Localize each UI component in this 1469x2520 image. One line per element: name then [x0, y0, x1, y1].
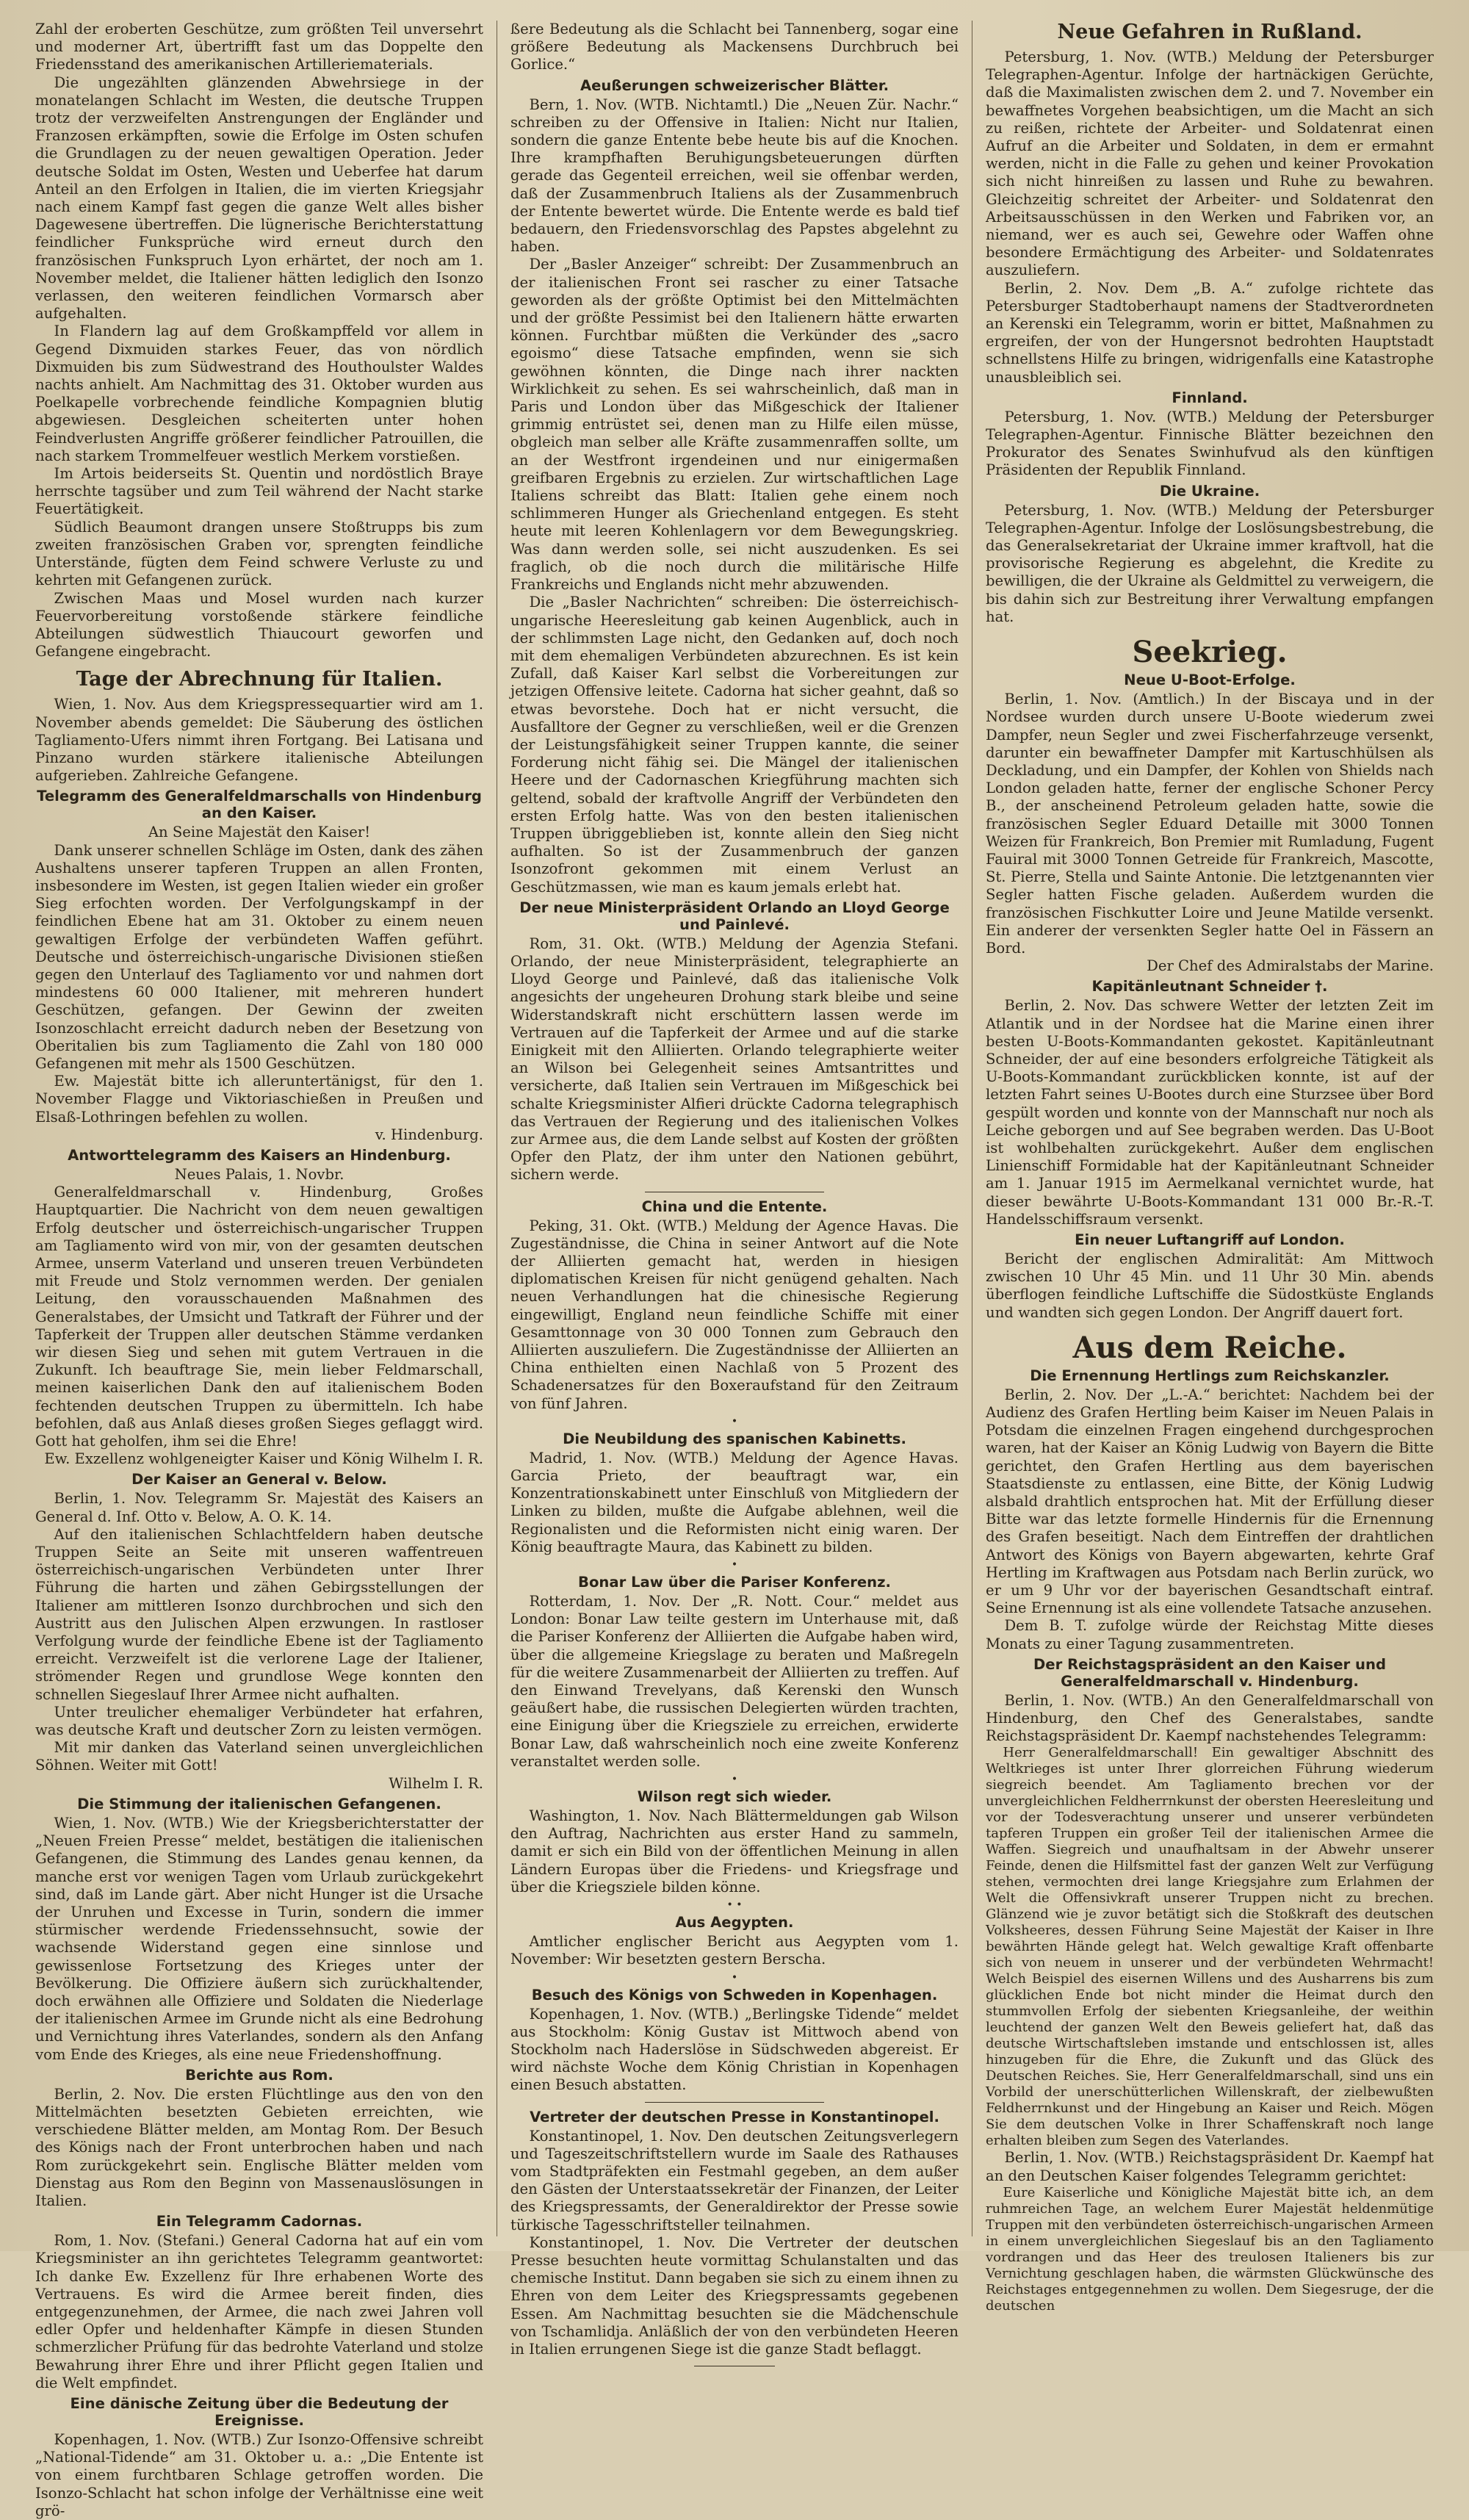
article-paragraph: Madrid, 1. Nov. (WTB.) Meldung der Agence Havas. Garcia Prieto, der beauftragt war, ein Konzentrationskabinett unter Einschluß von Mitgliedern der Linken zu bilden, mußte die Aufgabe ablehnen, weil die Regionalisten und die Reformisten nicht einig waren. Der König beauftragte Maura, das Kabinett zu bilden. — [510, 1449, 959, 1555]
article-paragraph: Wien, 1. Nov. (WTB.) Wie der Kriegsberichterstatter der „Neuen Freien Presse“ meldet, bestätigen die italienischen Gefangenen, die Stimmung des Landes genau kennen, da manche erst vor wenigen Tagen vom Urlaub zurückgekehrt sind, daß im Lande gärt. Aber nicht Hunger ist die Ursache der Unruhen und Excesse in Turin, sondern die immer stürmischer werdende Friedenssehnsucht, sowie der wachsende Widerstand gegen eine sinnlose und gewissenlose Fortsetzung des Krieges unter der Bevölkerung. Die Offiziere äußern sich zurückhaltender, doch erwähnen alle Offiziere und Soldaten die Niederlage der italienischen Armee im Grunde nicht als eine Bedrohung und Vernichtung ihres Vaterlandes, sondern als den Anfang vom Ende des Krieges, als eine neue Friedenshoffnung. — [35, 1814, 483, 2063]
signature: v. Hindenburg. — [375, 1126, 483, 1143]
headline-aus-dem-reiche: Aus dem Reiche. — [1072, 1330, 1347, 1365]
headline-seekrieg: Seekrieg. — [1132, 635, 1288, 670]
subheadline-orlando: Der neue Ministerpräsident Orlando an Lloyd George und Painlevé. — [519, 899, 950, 933]
article-paragraph: Kopenhagen, 1. Nov. (WTB.) Zur Isonzo-Offensive schreibt „National-Tidende“ am 31. Oktober u. a.: „Die Entente ist von einem furchtbaren Schlage getroffen worden. Die Isonzo-Schlacht hat schon infolge der Verhältnisse eine weit grö- — [35, 2430, 483, 2519]
article-paragraph: Auf den italienischen Schlachtfeldern haben deutsche Truppen Seite an Seite mit unseren waffentreuen österreichisch-ungarischen Verbündeten unter Ihrer Führung die harten und zähen Gebirgsstellungen der Italiener am mittleren Isonzo durchbrochen und sich den Austritt aus den Julischen Alpen erzwungen. In rastloser Verfolgung wurde der feindliche Ebene ist der Tagliamento erreicht. Verzweifelt ist die verlorene Lage der Italiener, strömender Regen und grundlose Wege konnten den schnellen Siegeslauf Ihrer Armee nicht aufhalten. — [35, 1525, 483, 1703]
article-paragraph: Dem B. T. zufolge würde der Reichstag Mitte dieses Monats zu einer Tagung zusammentreten. — [986, 1617, 1434, 1652]
article-paragraph: Rom, 1. Nov. (Stefani.) General Cadorna hat auf ein vom Kriegsminister an ihn gerichtetes Telegramm geantwortet: Ich danke Ew. Exzellenz für Ihre erhabenen Worte des Vertrauens. Es wird die Armee bereit finden, dies entgegenzunehmen, der Armee, die nach zwei Jahren voll edler Opfer und heldenhafter Kämpfe in diesen Stunden schmerzlicher Prüfung für das bedrohte Vaterland und stolze Bewahrung ihrer Ehre und ihrer Pflicht gegen Italien und die Welt empfindet. — [35, 2232, 483, 2391]
section-divider — [645, 2102, 824, 2103]
article-paragraph: Berlin, 1. Nov. (WTB.) An den Generalfeldmarschall von Hindenburg, den Chef des Generalstabes, sandte Reichstagspräsident Dr. Kaempf nachstehendes Telegramm: — [986, 1691, 1434, 1745]
subheadline-berichte-rom: Berichte aus Rom. — [185, 2066, 333, 2084]
article-paragraph: Amtlicher englischer Bericht aus Aegypten vom 1. November: Wir besetzten gestern Berscha. — [510, 1933, 959, 1968]
headline-tage-der-abrechnung: Tage der Abrechnung für Italien. — [76, 668, 443, 691]
subheadline-finnland: Finnland. — [1172, 389, 1248, 406]
article-paragraph: Petersburg, 1. Nov. (WTB.) Meldung der Petersburger Telegraphen-Agentur. Infolge der hartnäckigen Gerüchte, daß die Maximalisten zwischen dem 2. und 7. November ein bewaffnetes Vorgehen beabsichtigen, um die Macht an sich zu reißen, richtete der Arbeiter- und Soldatenrat einen Aufruf an die Arbeiter und Soldaten, in dem er ermahnt werden, nicht in die Falle zu gehen und keiner Provokation sich nicht hinreißen zu lassen und Ruhe zu bewahren. Gleichzeitig schreitet der Arbeiter- und Soldatenrat den Arbeitsausschüssen in den Werken und Fabriken vor, an niemand, wer es auch sei, Gewehre oder Waffen ohne besondere Ermächtigung des Arbeiter- und Soldatenrates auszuliefern. — [986, 48, 1434, 279]
separator-mark: • — [731, 1971, 738, 1984]
article-paragraph: Berlin, 1. Nov. (WTB.) Reichstagspräsident Dr. Kaempf hat an den Deutschen Kaiser folgendes Telegramm gerichtet: — [986, 2149, 1434, 2184]
subheadline-daenische-zeitung: Eine dänische Zeitung über die Bedeutung der Ereignisse. — [70, 2394, 449, 2429]
article-paragraph: Berlin, 2. Nov. Das schwere Wetter der letzten Zeit im Atlantik und in der Nordsee hat die Marine einen ihrer besten U-Boots-Kommandanten gekostet. Kapitänleutnant Schneider, der auf eine besonders erfolgreiche Tätigkeit als U-Boots-Kommandant zurückblicken konnte, ist auf der letzten Fahrt seines U-Bootes durch eine Sturzsee über Bord gespült worden und konnte von der Mannschaft nur noch als Leiche geborgen und auf See begraben werden. Das U-Boot ist wohlbehalten zurückgekehrt. Außer dem englischen Linienschiff Formidable hat der Kapitänleutnant Schneider am 1. Januar 1915 im Aermelkanal vernichtet wurde, hat dieser bewährte U-Boots-Kommandant 131 000 Br.-R.-T. Handelsschiffsraum versenkt. — [986, 997, 1434, 1228]
article-paragraph: Südlich Beaumont drangen unsere Stoßtrupps bis zum zweiten französischen Graben vor, sprengten feindliche Unterstände, fügten dem Feind schwere Verluste zu und kehrten mit Gefangenen zurück. — [35, 518, 483, 589]
subheadline-stimmung: Die Stimmung der italienischen Gefangenen. — [77, 1795, 441, 1812]
subheadline-kaiser-below: Der Kaiser an General v. Below. — [131, 1471, 387, 1488]
subheadline-uboot-erfolge: Neue U-Boot-Erfolge. — [1124, 672, 1296, 689]
article-paragraph: In Flandern lag auf dem Großkampffeld vor allem in Gegend Dixmuiden starkes Feuer, das von nördlich Dixmuiden bis zum Südwestrand des Houthoulster Waldes nachts anhielt. Am Nachmittag des 31. Oktober wurden aus Poelkapelle vorbrechende feindliche Kompagnien blutig abgewiesen. Desgleichen scheiterten unter hohen Feindverlusten Angriffe größerer feindlicher Patrouillen, die nach starkem Trommelfeuer westlich Merkem vorstießen. — [35, 323, 483, 464]
article-paragraph: Die ungezählten glänzenden Abwehrsiege in der monatelangen Schlacht im Westen, die deutsche Truppen trotz der verzweifelten Anstrengungen der Engländer und Franzosen erkämpften, sowie die Erfolge im Osten schufen die Grundlagen zu der neuen gewaltigen Operation. Jeder deutsche Soldat im Osten, Westen und Ueberfee hat darum Anteil an den Erfolgen in Italien, die im vierten Kriegsjahr nach einem Kampf fast gegen die ganze Welt alles bisher Dagewesene übertreffen. Die lügnerische Berichterstattung feindlicher Funksprüche wird erneut durch den französischen Funkspruch Lyon erhärtet, der noch am 1. November meldet, die Italiener hätten lediglich den Isonzo verlassen, den weiteren feindlichen Vormarsch aber aufgehalten. — [35, 73, 483, 323]
telegram-text: Herr Generalfeldmarschall! Ein gewaltiger Abschnitt des Weltkrieges ist unter Ihrer glorreichen Führung wiederum siegreich beendet. Am Tagliamento brechen vor der unvergleichlichen Feldherrnkunst der obersten Heeresleitung und vor der Todesverachtung unserer und unserer verbündeten tapferen Truppen ein großer Teil der italienischen Armee die Waffen. Siegreich und unaufhaltsam in der Abwehr unserer Feinde, denen die Hilfsmittel fast der ganzen Welt zur Verfügung stehen, vermochten drei lange Kriegsjahre zum Erlahmen der Welt die Offensivkraft unserer Truppen nicht zu brechen. Glänzend wie je zuvor betätigt sich die Stoßkraft des deutschen Volksheeres, dessen Führung Seine Majestät der Kaiser in Ihre bewährten Hände gelegt hat. Welch gewaltige Kraft offenbarte sich von neuem in unserer und der verbündeten Wehrmacht! Welch Beispiel des eisernen Willens und des Ausharrens bis zum glücklichen Ende bot nicht minder die Heimat durch den stummvollen Erfolg der siebenten Kriegsanleihe, der weithin leuchtend der ganzen Welt den Beweis geliefert hat, daß das deutsche Wirtschaftsleben imstande und entschlossen ist, alles hinzugeben für die Ehre, die Zukunft und das Glück des Deutschen Reiches. Sie, Herr Generalfeldmarschall, sind uns ein Vorbild der unerschütterlichen Willenskraft, der zielbewußten Feldherrnkunst und der Hingebung an Kaiser und Reich. Mögen Sie dem deutschen Volke in Ihrer Schaffenskraft noch lange erhalten bleiben zum Segen des Vaterlandes. — [986, 1745, 1434, 2149]
article-paragraph: Zahl der eroberten Geschütze, zum größten Teil unversehrt und moderner Art, übertrifft fast um das Doppelte den Friedensstand des amerikanischen Artilleriematerials. — [35, 21, 483, 73]
article-paragraph: Dank unserer schnellen Schläge im Osten, dank des zähen Aushaltens unserer tapferen Truppen an allen Fronten, insbesondere im Westen, ist gegen Italien wieder ein großer Sieg erfochten worden. Der Verfolgungskampf in der feindlichen Ebene hat am 31. Oktober zu einem neuen gewaltigen Erfolge der verbündeten Waffen geführt. Deutsche und österreichisch-ungarische Divisionen stießen gegen den Unterlauf des Tagliamento vor und nahmen dort mindestens 60 000 Italiener, mit mehreren hundert Geschützen, gefangen. Der Gewinn der zweiten Isonzoschlacht erreicht dadurch neben der Besetzung von Oberitalien bis zum Tagliamento die Zahl von 180 000 Gefangenen mit mehr als 1500 Geschützen. — [35, 841, 483, 1072]
article-paragraph: Konstantinopel, 1. Nov. Die Vertreter der deutschen Presse besuchten heute vormittag Schulanstalten und das chemische Institut. Dann begaben sie sich zu einem ihnen zu Ehren von dem Leiter des Kriegspressamts gegebenen Essen. Am Nachmittag besuchten sie die Mädchenschule von Tschamlidja. Anläßlich der von den verbündeten Heeren in Italien errungenen Siege ist die ganze Stadt beflaggt. — [510, 2233, 959, 2358]
article-paragraph: Mit mir danken das Vaterland seinen unvergleichlichen Söhnen. Weiter mit Gott! — [35, 1739, 483, 1774]
subheadline-cadorna: Ein Telegramm Cadornas. — [156, 2213, 363, 2231]
subheadline-schneider: Kapitänleutnant Schneider †. — [1091, 978, 1328, 996]
salutation: An Seine Majestät den Kaiser! — [148, 824, 371, 841]
subheadline-hertling: Die Ernennung Hertlings zum Reichskanzler. — [1030, 1367, 1390, 1384]
column-right — [972, 21, 1447, 2314]
separator-mark: • — [731, 1774, 738, 1786]
separator-mark: • • — [726, 1899, 743, 1912]
article-paragraph: Wien, 1. Nov. Aus dem Kriegspressequartier wird am 1. November abends gemeldet: Die Säuberung des östlichen Tagliamento-Ufers nimmt ihren Fortgang. Bei Latisana und Pinzano wurden stärkere italienische Abteilungen aufgerieben. Zahlreiche Gefangene. — [35, 696, 483, 785]
article-paragraph: Bericht der englischen Admiralität: Am Mittwoch zwischen 10 Uhr 45 Min. und 11 Uhr 30 Min. abends überflogen feindliche Luftschiffe die Südostküste Englands und wandten sich gegen London. Der Angriff dauert fort. — [986, 1250, 1434, 1321]
article-paragraph: Berlin, 1. Nov. Telegramm Sr. Majestät des Kaisers an General d. Inf. Otto v. Below, A. O. K. 14. — [35, 1490, 483, 1525]
article-paragraph: Petersburg, 1. Nov. (WTB.) Meldung der Petersburger Telegraphen-Agentur. Infolge der Loslösungsbestrebung, die das Generalsekretariat der Ukraine immer kraftvoll, hat die provisorische Regierung es abgelehnt, die Kredite zu bewilligen, die der Ukraine als Geldmittel zu verweigern, die bis dahin sich zur Bestreitung ihrer Verwaltung empfangen hat. — [986, 501, 1434, 625]
article-paragraph: Zwischen Maas und Mosel wurden nach kurzer Feuervorbereitung vorstoßende stärkere feindliche Abteilungen südwestlich Thiaucourt geworfen und Gefangene eingebracht. — [35, 589, 483, 660]
article-paragraph: Petersburg, 1. Nov. (WTB.) Meldung der Petersburger Telegraphen-Agentur. Finnische Blätter bezeichnen den Prokurator des Senates Swinhufvud als den künftigen Präsidenten der Republik Finnland. — [986, 408, 1434, 479]
separator-mark: • — [731, 1415, 738, 1428]
article-paragraph: Unter treulicher ehemaliger Verbündeter hat erfahren, was deutsche Kraft und deutscher Zorn zu leisten vermögen. — [35, 1703, 483, 1739]
subheadline-schweizer-blaetter: Aeußerungen schweizerischer Blätter. — [580, 76, 889, 94]
article-paragraph: Der „Basler Anzeiger“ schreibt: Der Zusammenbruch an der italienischen Front sei rascher zu einer Tatsache geworden als der größte Optimist bei den Mittelmächten und der größte Pessimist bei den Italienern hätte erwarten können. Furchtbar müßten die Verkünder des „sacro egoismo“ diese Tatsache empfinden, wenn sie sich gewöhnen könnten, die Dinge nach ihrer nackten Wirklichkeit zu sehen. Es sei wahrscheinlich, daß man in Paris und London über das Mißgeschick der Italiener grimmig entrüstet sei, denen man zu Hilfe eilen müsse, obgleich man selber alle Kräfte zusammenraffen sollte, um an der Westfront irgendeinen und nur einigermaßen greifbaren Ergebnis zu erzielen. Zur wirtschaftlichen Lage Italiens schreibt das Blatt: Italien gehe einem noch schlimmeren Hunger als Griechenland entgegen. Es steht heute mit leeren Kohlenlagern vor dem Bewegungskrieg. Was dann werden solle, sei nicht auszudenken. Es sei fraglich, ob die noch durch die militärische Hilfe Frankreichs und Englands nicht mehr abzuwenden. — [510, 256, 959, 594]
subheadline-presse-konstantinopel: Vertreter der deutschen Presse in Konstantinopel. — [530, 2108, 939, 2125]
article-paragraph: Ew. Majestät bitte ich alleruntertänigst, für den 1. November Flagge und Viktoriaschießen in Preußen und Elsaß-Lothringen befehlen zu wollen. — [35, 1073, 483, 1126]
article-paragraph: Im Artois beiderseits St. Quentin und nordöstlich Braye herrschte tagsüber und zum Teil während der Nacht starke Feuertätigkeit. — [35, 465, 483, 518]
subheadline-aegypten: Aus Aegypten. — [675, 1914, 794, 1932]
article-paragraph: Rom, 31. Okt. (WTB.) Meldung der Agenzia Stefani. Orlando, der neue Ministerpräsident, telegraphierte an Lloyd George und Painlevé, daß das italienische Volk angesichts der ungeheuren Drohung stark bleibe und seine Widerstandskraft nicht erschüttern lassen werde im Vertrauen auf die Tapferkeit der Armee und auf die starke Einigkeit mit den Alliierten. Orlando telegraphierte weiter an Wilson bei Gelegenheit seines Amtsantrittes und versicherte, daß Italien sein Vertrauen im Mißgeschick bei schalte Kriegsminister Alfieri drückte Cadorna telegraphisch das Vertrauen der Regierung und des italienischen Volkes zur Armee aus, die dem Lande selbst auf Kosten der größten Opfer den Platz, der ihm unter den Nationen gebührt, sichern werde. — [510, 935, 959, 1184]
article-paragraph: Bern, 1. Nov. (WTB. Nichtamtl.) Die „Neuen Zür. Nachr.“ schreiben zu der Offensive in Italien: Nicht nur Italien, sondern die ganze Entente bebe heute bis auf die Knochen. Ihre krampfhaften Beruhigungsbeteuerungen dürften gerade das Gegenteil erreichen, weil sie offenbar werden, daß der Zusammenbruch Italiens als der Zusammenbruch der Entente bewertet würde. Die Entente werde es bald tief bedauern, den Friedensvorschlag des Papstes abgelehnt zu haben. — [510, 96, 959, 256]
article-paragraph: Rotterdam, 1. Nov. Der „R. Nott. Cour.“ meldet aus London: Bonar Law teilte gestern im Unterhause mit, daß die Pariser Konferenz der Alliierten die Aufgabe haben wird, über die allgemeine Kriegslage zu beraten und Maßregeln für die weitere Zusammenarbeit der Alliierten zu treffen. Auf den Einwand Trevelyans, daß Kerenski den Wunsch geäußert habe, die russischen Delegierten würden trachten, eine Einigung über die Kriegsziele zu erreichen, erwiderte Bonar Law, daß wahrscheinlich noch eine zweite Konferenz veranstaltet werden solle. — [510, 1593, 959, 1770]
subheadline-reichstagspraesident: Der Reichstagspräsident an den Kaiser und Generalfeldmarschall v. Hindenburg. — [1033, 1655, 1386, 1690]
column-left — [22, 21, 497, 2519]
article-paragraph: Konstantinopel, 1. Nov. Den deutschen Zeitungsverlegern und Tageszeitschriftstellern wurde im Saale des Rathauses vom Stadtpräfekten ein Festmahl gegeben, an dem außer den Gästen der Unterstaatssekretär der Finanzen, der Leiter des Kriegspressamts, der Generaldirektor der Presse sowie türkische Tagesschriftsteller teilnahmen. — [510, 2127, 959, 2233]
separator-mark: • — [731, 1559, 738, 1572]
article-paragraph: Berlin, 2. Nov. Dem „B. A.“ zufolge richtete das Petersburger Stadtoberhaupt namens der Stadtverordneten an Kerenski ein Telegramm, worin er bittet, Maßnahmen zu ergreifen, der von der Hungersnot bedrohten Hauptstadt schnellstens Hilfe zu bringen, widrigenfalls eine Katastrophe unausbleiblich sei. — [986, 279, 1434, 386]
article-paragraph: Kopenhagen, 1. Nov. (WTB.) „Berlingske Tidende“ meldet aus Stockholm: König Gustav ist Mittwoch abend von Stockholm nach Haderslöse in Südschweden abgereist. Er wird nächste Woche dem König Christian in Kopenhagen einen Besuch abstatten. — [510, 2005, 959, 2094]
article-paragraph: ßere Bedeutung als die Schlacht bei Tannenberg, sogar eine größere Bedeutung als Mackensens Durchbruch bei Gorlice.“ — [510, 21, 959, 73]
subheadline-antworttelegramm: Antworttelegramm des Kaisers an Hindenburg. — [68, 1146, 451, 1164]
article-paragraph: Berlin, 2. Nov. Der „L.-A.“ berichtet: Nachdem bei der Audienz des Grafen Hertling beim Kaiser im Neuen Palais in Potsdam die einzelnen Fragen eingehend durchgesprochen waren, hat der Kaiser an König Ludwig von Bayern die Bitte gerichtet, den Grafen Hertling aus dem bayerischen Staatsdienste zu entlassen, eine Bitte, der König Ludwig alsbald drahtlich entsprochen hat. Mit der Erfüllung dieser Bitte war das letzte formelle Hindernis für die Ernennung des Grafen beseitigt. Nach dem Eintreffen der drahtlichen Antwort des Königs von Bayern abgewarten, kehrte Graf Hertling im Kraftwagen aus Potsdam nach Berlin zurück, wo er um 9 Uhr vor der bayerischen Gesandtschaft eintraf. Seine Ernennung ist als eine vollendete Tatsache anzusehen. — [986, 1386, 1434, 1617]
article-paragraph: Generalfeldmarschall v. Hindenburg, Großes Hauptquartier. Die Nachricht von dem neuen gewaltigen Erfolg deutscher und österreichisch-ungarischer Truppen am Tagliamento wird von mir, von der gesamten deutschen Armee, unserm Vaterland und unseren treuen Verbündeten mit Freude und Stolz vernommen werden. Der genialen Leitung, den vorausschauenden Maßnahmen des Generalstabes, der Umsicht und Tatkraft der Führer und der Tapferkeit der Truppen aller deutschen Stämme verdanken wir diesen Sieg und sehen mit gutem Vertrauen in die Zukunft. Ich beauftrage Sie, mein lieber Feldmarschall, meinen kaiserlichen Dank den auf italienischem Boden fechtenden deutschen Truppen zu übermitteln. Ich habe befohlen, daß aus Anlaß dieses großen Sieges geflaggt wird. Gott hat geholfen, ihm sei die Ehre! — [35, 1184, 483, 1450]
subheadline-wilson: Wilson regt sich wieder. — [637, 1788, 832, 1806]
signature: Ew. Exzellenz wohlgeneigter Kaiser und König Wilhelm I. R. — [44, 1450, 483, 1468]
signature: Wilhelm I. R. — [389, 1774, 483, 1792]
column-middle — [497, 21, 972, 2358]
telegram-text: Eure Kaiserliche und Königliche Majestät bitte ich, an dem ruhmreichen Tage, an welchem Eurer Majestät heldenmütige Truppen mit den verbündeten österreichisch-ungarischen Armeen in einem unvergleichlichen Siegeslauf bis an den Tagliamento vordrangen und das Heer des treulosen Italieners bis zur Vernichtung geschlagen haben, die wärmsten Glückwünsche des Reichstages entgegennehmen zu wollen. Dem Siegesruge, der die deutschen — [986, 2184, 1434, 2314]
article-paragraph: Washington, 1. Nov. Nach Blättermeldungen gab Wilson den Auftrag, Nachrichten aus erster Hand zu sammeln, damit er sich ein Bild von der öffentlichen Meinung in allen Ländern Europas über die Friedens- und Kriegsfrage und über die Kriegsziele bilden könne. — [510, 1807, 959, 1896]
article-paragraph: Die „Basler Nachrichten“ schreiben: Die österreichisch-ungarische Heeresleitung gab keinen Augenblick, auch in der schlimmsten Lage nicht, den Gedanken auf, doch noch mit dem ehemaligen Verbündeten abzurechnen. Es ist kein Zufall, daß Kaiser Karl selbst die Vorbereitungen zur jetzigen Offensive leitete. Cadorna hat sicher geahnt, daß so etwas bevorstehe. Doch hat er nicht versucht, die Ausfalltore der Gegner zu verschließen, weil er die Grenzen der Leistungsfähigkeit seiner Truppen kannte, die seiner Forderung nicht fähig sei. Die Mängel der italienischen Heere und der Cadornaschen Kriegführung machten sich geltend, sobald der kraftvolle Angriff der Verbündeten den ersten Erfolg hatte. Was von den besten italienischen Truppen übriggeblieben ist, konnte allein den Sieg nicht aufhalten. So ist der Zusammenbruch der ganzen Isonzofront gekommen mit einem Verlust an Geschützmassen, wie man es kaum jemals erlebt hat. — [510, 594, 959, 896]
article-paragraph: Peking, 31. Okt. (WTB.) Meldung der Agence Havas. Die Zugeständnisse, die China in seiner Antwort auf die Note der Alliierten gemacht hat, werden in hiesigen diplomatischen Kreisen für nicht genügend gehalten. Nach neuen Verhandlungen hat die chinesische Regierung eingewilligt, England neun feindliche Schiffe mit einer Gesamttonnage von 30 000 Tonnen zum Gebrauch den Alliierten auszuliefern. Die Zugeständnisse der Alliierten an China enthielten einen Nachlaß von 5 Prozent des Schadenersatzes für den Boxeraufstand für den Zeitraum von fünf Jahren. — [510, 1217, 959, 1412]
article-paragraph: Berlin, 2. Nov. Die ersten Flüchtlinge aus den von den Mittelmächten besetzten Gebieten erreichten, wie verschiedene Blätter melden, am Montag Rom. Der Besuch des Königs nach der Front unterbrochen haben und nach Rom zurückgekehrt sein. Englische Blätter melden vom Dienstag aus Rom den Beginn von Massenauslösungen in Italien. — [35, 2085, 483, 2209]
signature: Der Chef des Admiralstabs der Marine. — [1147, 957, 1434, 975]
subheadline-spanien: Die Neubildung des spanischen Kabinetts. — [563, 1430, 906, 1447]
subheadline-ukraine: Die Ukraine. — [1159, 482, 1260, 500]
subheadline-bonar-law: Bonar Law über die Pariser Konferenz. — [578, 1574, 891, 1591]
dateline: Neues Palais, 1. Novbr. — [174, 1165, 344, 1183]
article-paragraph: Berlin, 1. Nov. (Amtlich.) In der Biscaya und in der Nordsee wurden durch unsere U-Boote wiederum zwei Dampfer, neun Segler und zwei Fischerfahrzeuge versenkt, darunter ein bewaffneter Dampfer mit Kartuschhülsen als Deckladung, und ein Dampfer, der Kohlen von Shields nach London geladen hatte, ferner der englische Schoner Percy B., der anscheinend Petroleum geladen hatte, sowie die französischen Segler Eduard Detaille mit 3000 Tonnen Weizen für Frankreich, Bon Premier mit Rumladung, Fugent Fauiral mit 3000 Tonnen Getreide für Frankreich, Mascotte, St. Pierre, Stella und Sainte Antonie. Die letztgenannten vier Segler hatten Fische geladen. Außerdem wurden die französischen Fischkutter Loire und Jeune Matilde versenkt. Ein anderer der versenkten Segler hatte Oel in Fässern an Bord. — [986, 691, 1434, 957]
subheadline-koenig-schweden: Besuch des Königs von Schweden in Kopenhagen. — [531, 1986, 938, 2004]
subheadline-telegramm: Telegramm des Generalfeldmarschalls von Hindenburg an den Kaiser. — [37, 788, 482, 822]
subheadline-china: China und die Entente. — [641, 1198, 828, 1215]
subheadline-luftangriff: Ein neuer Luftangriff auf London. — [1075, 1231, 1345, 1248]
headline-gefahren-russland: Neue Gefahren in Rußland. — [1057, 21, 1362, 43]
